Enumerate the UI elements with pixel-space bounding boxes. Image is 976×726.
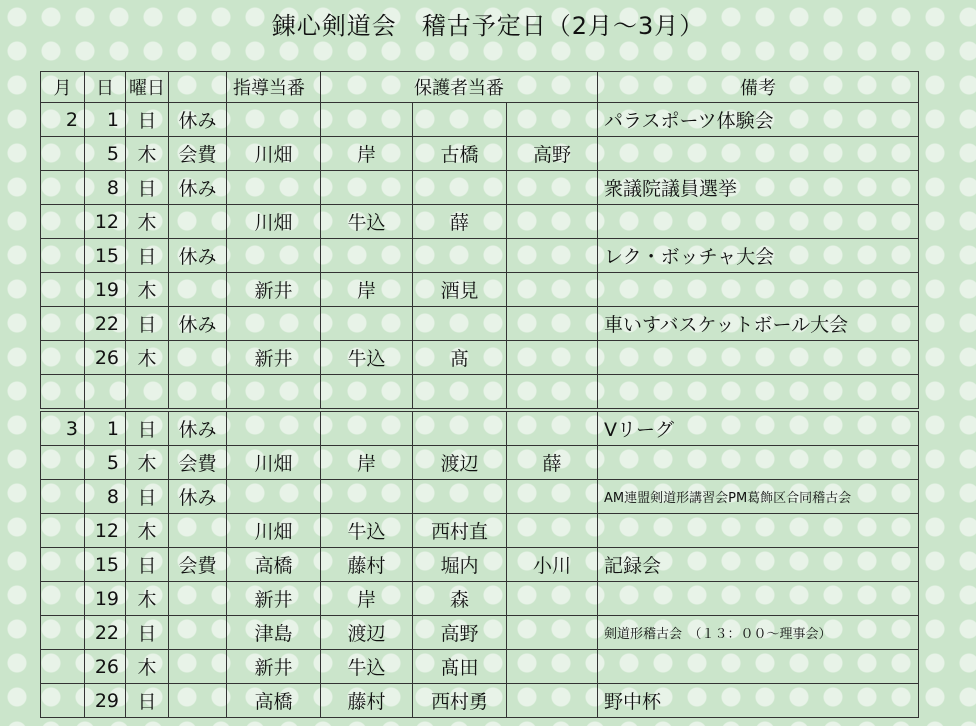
parent-duty-2-cell: 髙田	[413, 650, 507, 684]
parent-duty-1-cell: 岸	[321, 273, 413, 307]
parent-duty-1-cell	[321, 480, 413, 514]
table-row	[41, 410, 919, 446]
table-row	[41, 375, 919, 411]
parent-duty-1-cell	[321, 307, 413, 341]
weekday-cell: 日	[126, 239, 169, 273]
leader-cell: 新井	[227, 341, 321, 375]
parent-duty-2-cell: 高野	[413, 616, 507, 650]
table-row	[41, 239, 919, 273]
parent-duty-3-cell	[507, 650, 598, 684]
parent-duty-2-cell	[413, 307, 507, 341]
parent-duty-3-cell: 小川	[507, 548, 598, 582]
parent-duty-3-cell	[507, 273, 598, 307]
month-cell	[41, 307, 85, 341]
month-cell	[41, 582, 85, 616]
day-cell: 22	[85, 616, 126, 650]
weekday-cell: 木	[126, 341, 169, 375]
parent-duty-1-cell: 渡辺	[321, 616, 413, 650]
weekday-cell: 日	[126, 410, 169, 446]
parent-duty-2-cell	[413, 375, 507, 411]
weekday-cell: 木	[126, 514, 169, 548]
month-cell	[41, 205, 85, 239]
note-cell: 車いすバスケットボール大会	[598, 307, 919, 341]
leader-cell: 川畑	[227, 446, 321, 480]
day-cell: 8	[85, 480, 126, 514]
page-title: 錬心剣道会 稽古予定日（2月～3月）	[271, 12, 705, 40]
month-cell	[41, 650, 85, 684]
month-cell	[41, 375, 85, 411]
parent-duty-3-cell	[507, 514, 598, 548]
month-cell	[41, 514, 85, 548]
month-cell	[41, 341, 85, 375]
day-cell: 1	[85, 103, 126, 137]
note-cell: パラスポーツ体験会	[598, 103, 919, 137]
parent-duty-2-cell: 酒見	[413, 273, 507, 307]
note-cell	[598, 582, 919, 616]
table-header-row	[41, 72, 919, 103]
month-cell	[41, 480, 85, 514]
fee-cell	[169, 273, 227, 307]
month-cell: 2	[41, 103, 85, 137]
parent-duty-1-cell	[321, 375, 413, 411]
note-cell	[598, 273, 919, 307]
note-cell: レク・ボッチャ大会	[598, 239, 919, 273]
weekday-cell: 日	[126, 480, 169, 514]
day-cell: 5	[85, 446, 126, 480]
table-row	[41, 650, 919, 684]
parent-duty-2-cell: 西村直	[413, 514, 507, 548]
day-cell: 26	[85, 650, 126, 684]
weekday-cell: 木	[126, 137, 169, 171]
leader-cell: 高橋	[227, 548, 321, 582]
note-cell	[598, 375, 919, 411]
weekday-cell: 日	[126, 103, 169, 137]
fee-cell	[169, 205, 227, 239]
header-fee	[169, 72, 227, 103]
parent-duty-1-cell: 岸	[321, 446, 413, 480]
day-cell: 29	[85, 684, 126, 718]
table-row	[41, 548, 919, 582]
parent-duty-1-cell	[321, 410, 413, 446]
fee-cell	[169, 375, 227, 411]
parent-duty-1-cell	[321, 239, 413, 273]
header-leader: 指導当番	[227, 72, 321, 103]
leader-cell: 新井	[227, 273, 321, 307]
header-parent: 保護者当番	[321, 72, 598, 103]
fee-cell: 休み	[169, 480, 227, 514]
parent-duty-3-cell	[507, 307, 598, 341]
fee-cell	[169, 684, 227, 718]
parent-duty-1-cell	[321, 171, 413, 205]
fee-cell: 会費	[169, 137, 227, 171]
parent-duty-3-cell	[507, 684, 598, 718]
note-cell	[598, 137, 919, 171]
month-cell	[41, 137, 85, 171]
parent-duty-3-cell	[507, 410, 598, 446]
day-cell: 26	[85, 341, 126, 375]
table-row	[41, 480, 919, 514]
parent-duty-1-cell: 岸	[321, 582, 413, 616]
parent-duty-1-cell: 藤村	[321, 548, 413, 582]
parent-duty-1-cell: 牛込	[321, 650, 413, 684]
table-row	[41, 341, 919, 375]
note-cell	[598, 514, 919, 548]
fee-cell: 休み	[169, 410, 227, 446]
month-cell: 3	[41, 410, 85, 446]
day-cell	[85, 375, 126, 411]
table-row	[41, 205, 919, 239]
day-cell: 5	[85, 137, 126, 171]
parent-duty-3-cell	[507, 103, 598, 137]
fee-cell	[169, 582, 227, 616]
day-cell: 22	[85, 307, 126, 341]
leader-cell	[227, 103, 321, 137]
month-cell	[41, 273, 85, 307]
table-row	[41, 616, 919, 650]
parent-duty-2-cell: 薛	[413, 205, 507, 239]
fee-cell: 休み	[169, 307, 227, 341]
parent-duty-3-cell: 高野	[507, 137, 598, 171]
note-cell: AM連盟剣道形講習会PM葛飾区合同稽古会	[598, 480, 919, 514]
table-row	[41, 446, 919, 480]
table-row	[41, 171, 919, 205]
note-cell: 衆議院議員選挙	[598, 171, 919, 205]
fee-cell: 休み	[169, 171, 227, 205]
table-row	[41, 514, 919, 548]
day-cell: 12	[85, 514, 126, 548]
leader-cell	[227, 480, 321, 514]
weekday-cell: 日	[126, 684, 169, 718]
day-cell: 19	[85, 273, 126, 307]
table-row	[41, 273, 919, 307]
note-cell	[598, 650, 919, 684]
fee-cell	[169, 650, 227, 684]
parent-duty-3-cell	[507, 375, 598, 411]
parent-duty-2-cell	[413, 239, 507, 273]
parent-duty-2-cell: 堀内	[413, 548, 507, 582]
schedule-table	[40, 71, 919, 718]
parent-duty-3-cell	[507, 171, 598, 205]
table-row	[41, 684, 919, 718]
note-cell	[598, 446, 919, 480]
leader-cell: 新井	[227, 582, 321, 616]
parent-duty-2-cell: 西村勇	[413, 684, 507, 718]
header-weekday: 曜日	[126, 72, 169, 103]
leader-cell: 津島	[227, 616, 321, 650]
parent-duty-3-cell: 薛	[507, 446, 598, 480]
note-cell	[598, 205, 919, 239]
month-cell	[41, 239, 85, 273]
parent-duty-1-cell: 牛込	[321, 341, 413, 375]
parent-duty-3-cell	[507, 341, 598, 375]
note-cell: 野中杯	[598, 684, 919, 718]
weekday-cell: 木	[126, 582, 169, 616]
note-cell	[598, 341, 919, 375]
weekday-cell: 日	[126, 307, 169, 341]
day-cell: 1	[85, 410, 126, 446]
weekday-cell: 木	[126, 650, 169, 684]
fee-cell: 休み	[169, 239, 227, 273]
fee-cell: 会費	[169, 548, 227, 582]
note-cell: 剣道形稽古会 （１３：００～理事会）	[598, 616, 919, 650]
parent-duty-2-cell	[413, 171, 507, 205]
parent-duty-2-cell	[413, 480, 507, 514]
leader-cell: 川畑	[227, 205, 321, 239]
leader-cell	[227, 239, 321, 273]
leader-cell	[227, 375, 321, 411]
table-row	[41, 103, 919, 137]
leader-cell: 高橋	[227, 684, 321, 718]
weekday-cell: 日	[126, 548, 169, 582]
day-cell: 15	[85, 239, 126, 273]
fee-cell	[169, 514, 227, 548]
weekday-cell: 日	[126, 171, 169, 205]
weekday-cell	[126, 375, 169, 411]
leader-cell	[227, 410, 321, 446]
day-cell: 19	[85, 582, 126, 616]
leader-cell	[227, 307, 321, 341]
parent-duty-3-cell	[507, 616, 598, 650]
table-row	[41, 137, 919, 171]
month-cell	[41, 446, 85, 480]
month-cell	[41, 548, 85, 582]
parent-duty-3-cell	[507, 239, 598, 273]
parent-duty-1-cell	[321, 103, 413, 137]
header-month: 月	[41, 72, 85, 103]
day-cell: 12	[85, 205, 126, 239]
fee-cell: 会費	[169, 446, 227, 480]
table-row	[41, 582, 919, 616]
leader-cell: 川畑	[227, 137, 321, 171]
note-cell: 記録会	[598, 548, 919, 582]
parent-duty-1-cell: 藤村	[321, 684, 413, 718]
fee-cell: 休み	[169, 103, 227, 137]
parent-duty-3-cell	[507, 205, 598, 239]
month-cell	[41, 616, 85, 650]
leader-cell: 新井	[227, 650, 321, 684]
parent-duty-1-cell: 牛込	[321, 205, 413, 239]
parent-duty-3-cell	[507, 582, 598, 616]
parent-duty-2-cell: 森	[413, 582, 507, 616]
month-cell	[41, 684, 85, 718]
leader-cell: 川畑	[227, 514, 321, 548]
parent-duty-2-cell: 渡辺	[413, 446, 507, 480]
parent-duty-3-cell	[507, 480, 598, 514]
header-day: 日	[85, 72, 126, 103]
parent-duty-2-cell: 髙	[413, 341, 507, 375]
parent-duty-2-cell	[413, 410, 507, 446]
parent-duty-2-cell	[413, 103, 507, 137]
weekday-cell: 日	[126, 616, 169, 650]
weekday-cell: 木	[126, 205, 169, 239]
fee-cell	[169, 341, 227, 375]
day-cell: 15	[85, 548, 126, 582]
month-cell	[41, 171, 85, 205]
table-row	[41, 307, 919, 341]
note-cell: Vリーグ	[598, 410, 919, 446]
weekday-cell: 木	[126, 446, 169, 480]
parent-duty-1-cell: 牛込	[321, 514, 413, 548]
parent-duty-1-cell: 岸	[321, 137, 413, 171]
parent-duty-2-cell: 古橋	[413, 137, 507, 171]
leader-cell	[227, 171, 321, 205]
fee-cell	[169, 616, 227, 650]
header-note: 備考	[598, 72, 919, 103]
weekday-cell: 木	[126, 273, 169, 307]
day-cell: 8	[85, 171, 126, 205]
